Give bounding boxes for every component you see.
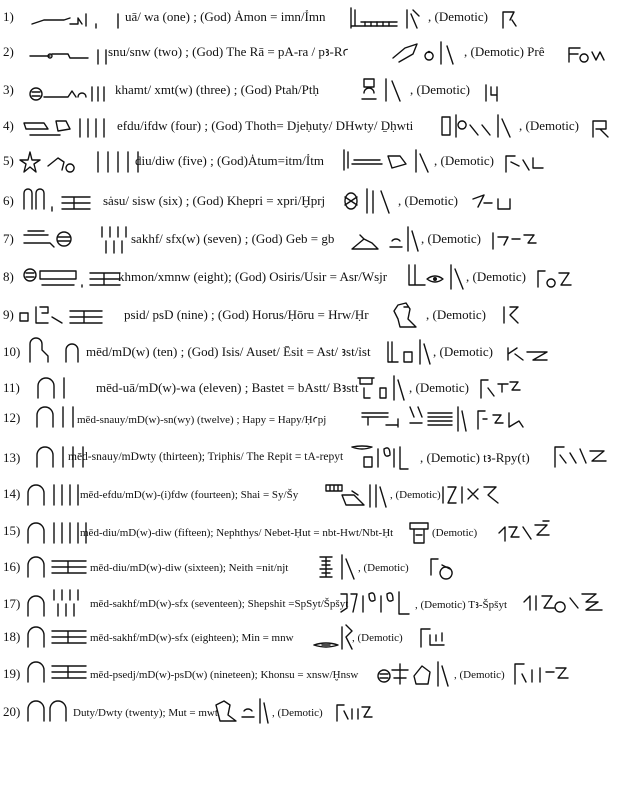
entry-text: snu/snw (two) ; (God) The Rā = pA-ra / pꜣ-Rꜥ — [108, 44, 349, 59]
demotic-sign — [428, 555, 460, 579]
demotic-sign — [552, 443, 610, 471]
demotic-label: , (Demotic) — [519, 118, 579, 133]
entry-number: 18) — [3, 629, 21, 644]
demotic-sign — [503, 152, 547, 174]
hieroglyph-isis — [384, 338, 432, 366]
demotic-label: , (Demotic) — [434, 153, 494, 168]
entry-text: Duty/Dwty (twenty); Mut = mwt — [73, 707, 218, 719]
demotic-sign — [566, 44, 606, 64]
demotic-label: , (Demotic) — [454, 669, 505, 681]
entry-row — [0, 403, 618, 433]
demotic-label: , (Demotic) — [398, 193, 458, 208]
hieroglyph-mut — [212, 697, 270, 725]
entry-number: 9) — [3, 307, 14, 322]
demotic-sign — [512, 660, 570, 686]
entry-row — [0, 441, 618, 473]
entry-row — [0, 374, 618, 402]
hieroglyph-hapy — [358, 405, 466, 433]
hieroglyph-numeral-three — [28, 85, 106, 103]
entry-text: khmon/xmnw (eight); (God) Osiris/Usir = Asr/Wsjr — [118, 269, 388, 284]
demotic-label: , (Demotic) — [352, 632, 403, 644]
entry-number: 16) — [3, 559, 21, 574]
demotic-label: , (Demotic) — [426, 307, 486, 322]
demotic-sign — [334, 701, 374, 723]
entry-number: 10) — [3, 344, 21, 359]
entry-number: 11) — [3, 380, 20, 395]
entry-row — [0, 301, 618, 331]
entry-number: 3) — [3, 82, 14, 97]
hieroglyph-numeral-twenty — [24, 699, 72, 723]
hieroglyph-numeral-sixteen — [24, 555, 92, 579]
demotic-sign — [520, 588, 610, 614]
hieroglyph-numeral-four — [20, 117, 120, 139]
entry-text: mēd-sakhf/mD(w)-sfx (eighteen); Min = mnw — [90, 632, 294, 644]
demotic-sign — [495, 519, 555, 547]
entry-number: 6) — [3, 193, 14, 208]
entry-number: 1) — [3, 9, 14, 24]
entry-row — [0, 338, 618, 366]
entry-text: mēd-diu/mD(w)-diw (fifteen); Nephthys/ Nebet-Ḥut = nbt-Hwt/Nbt-Ḥt — [80, 527, 394, 539]
demotic-label: , (Demotic) — [409, 380, 469, 395]
entry-number: 19) — [3, 666, 21, 681]
entry-text: sakhf/ sfx(w) (seven) ; (God) Geb = gb — [131, 231, 335, 246]
demotic-label: , (Demotic) — [272, 707, 323, 719]
entry-row — [0, 479, 618, 509]
entry-row — [0, 40, 618, 66]
entry-text: mēd-psedj/mD(w)-psD(w) (nineteen); Khonsu = xnsw/Ḫnsw — [90, 669, 359, 681]
entry-row — [0, 187, 618, 215]
hieroglyph-thoth — [438, 113, 516, 139]
hieroglyph-nephthys — [408, 519, 432, 547]
hieroglyph-numeral-one — [30, 12, 120, 30]
demotic-label: , (Demotic) — [421, 231, 481, 246]
entry-number: 5) — [3, 153, 14, 168]
demotic-sign — [505, 344, 549, 362]
entry-text: mēd-sakhf/mD(w)-sfx (seventeen); Shepshit =SpSyt/Špšyt — [90, 598, 349, 610]
entry-row — [0, 517, 618, 547]
demotic-label: , (Demotic) — [410, 82, 470, 97]
entry-number: 15) — [3, 523, 21, 538]
entry-text: psid/ psD (nine) ; (God) Horus/Ḥōru = Hrw/Ḥr — [124, 307, 369, 322]
hieroglyph-numeral-nine — [18, 303, 120, 329]
entry-row — [0, 113, 618, 139]
entry-text: mēd-uā/mD(w)-wa (eleven) ; Bastet = bAstt/ Bꜣstt — [96, 380, 359, 395]
hieroglyph-numeral-two — [28, 48, 108, 66]
entry-number: 4) — [3, 118, 14, 133]
hieroglyph-ra — [391, 40, 461, 66]
demotic-sign — [478, 376, 522, 400]
demotic-label: (Demotic) — [432, 527, 478, 539]
demotic-sign — [483, 81, 501, 103]
entry-text: uā/ wa (one) ; (God) Ȧmon = imn/Ỉmn — [125, 9, 326, 24]
entry-row — [0, 148, 618, 174]
hieroglyph-numeral-seven — [20, 225, 130, 255]
demotic-label: , (Demotic) tꜣ-Rpy(t) — [420, 450, 530, 465]
demotic-sign — [470, 191, 516, 215]
demotic-sign — [535, 267, 575, 289]
entry-text: diu/diw (five) ; (God)Ȧtum=itm/Ỉtm — [135, 153, 324, 168]
entry-text: mēd/mD(w) (ten) ; (God) Isis/ Auset/ Ēsit = Ast/ ꜣst/ỉst — [86, 344, 371, 359]
hieroglyph-min — [312, 623, 354, 653]
demotic-sign — [440, 483, 508, 505]
demotic-label: , (Demotic) Tꜣ-Špšyt — [415, 599, 508, 611]
entry-row — [0, 658, 618, 688]
demotic-sign — [490, 227, 538, 253]
entry-row — [0, 77, 618, 103]
entry-row — [0, 697, 618, 727]
entry-number: 8) — [3, 269, 14, 284]
hieroglyph-atum — [340, 148, 432, 174]
hieroglyph-numeral-nineteen — [24, 660, 92, 684]
entry-row — [0, 223, 618, 255]
demotic-sign — [500, 303, 524, 329]
hieroglyph-neith — [318, 553, 358, 581]
entry-number: 2) — [3, 44, 14, 59]
entry-row — [0, 553, 618, 581]
entry-text: mēd-snauy/mDwty (thirteen); Triphis/ The Repit = tA-repyt — [68, 451, 344, 463]
demotic-label: , (Demotic) — [390, 489, 441, 501]
hieroglyph-amon — [347, 6, 425, 30]
demotic-sign — [475, 407, 527, 431]
hieroglyph-khonsu — [376, 660, 454, 688]
demotic-sign — [418, 625, 452, 651]
entry-row — [0, 586, 618, 618]
entry-row — [0, 6, 618, 30]
demotic-label: , (Demotic) — [466, 269, 526, 284]
hieroglyph-horus — [390, 301, 424, 331]
hieroglyph-ptah — [360, 77, 408, 103]
hieroglyph-numeral-six — [20, 189, 102, 213]
hieroglyph-numeral-eleven — [34, 376, 74, 400]
entry-number: 20) — [3, 704, 21, 719]
hieroglyph-numeral-seventeen — [24, 588, 90, 618]
demotic-sign — [590, 117, 612, 139]
entry-text: khamt/ xmt(w) (three) ; (God) Ptah/Ptḥ — [115, 82, 319, 97]
entry-number: 7) — [3, 231, 14, 246]
entry-row — [0, 263, 618, 291]
demotic-label: , (Demotic) — [358, 562, 409, 574]
hieroglyph-shepshit — [337, 588, 415, 616]
entry-number: 12) — [3, 410, 21, 425]
demotic-sign — [500, 8, 520, 30]
hieroglyph-khepri — [341, 187, 397, 215]
hieroglyph-numeral-ten — [26, 338, 78, 364]
hieroglyph-numeral-eight — [20, 265, 126, 289]
entry-row — [0, 623, 618, 653]
hieroglyph-osiris — [405, 263, 465, 291]
hieroglyph-repit — [338, 443, 418, 473]
entry-text: sȧsu/ sisw (six) ; (God) Khepri = xpri/Ḫprj — [103, 193, 326, 208]
entry-text: mēd-efdu/mD(w)-(i)fdw (fourteen); Shai = Sy/Šy — [80, 489, 299, 501]
entry-text: mēd-diu/mD(w)-diw (sixteen); Neith =nit/njt — [90, 562, 289, 574]
entry-number: 13) — [3, 450, 21, 465]
hieroglyph-numeral-five — [18, 150, 150, 174]
hieroglyph-numeral-eighteen — [24, 625, 92, 649]
entry-text: mēd-snauy/mD(w)-sn(wy) (twelve) ; Hapy = Hapy/Ḥꜥpj — [77, 414, 327, 426]
demotic-label: , (Demotic) — [428, 9, 488, 24]
hieroglyph-bastet — [356, 374, 406, 402]
entry-number: 14) — [3, 486, 21, 501]
demotic-label: , (Demotic) Prê — [464, 44, 545, 59]
hieroglyph-geb — [350, 225, 420, 253]
entry-text: efdu/ifdw (four) ; (God) Thoth= Djeḥuty/ DHwty/ Ḏḥwti — [117, 118, 414, 133]
demotic-label: , (Demotic) — [433, 344, 493, 359]
entry-number: 17) — [3, 596, 21, 611]
hieroglyph-shai — [324, 481, 390, 509]
